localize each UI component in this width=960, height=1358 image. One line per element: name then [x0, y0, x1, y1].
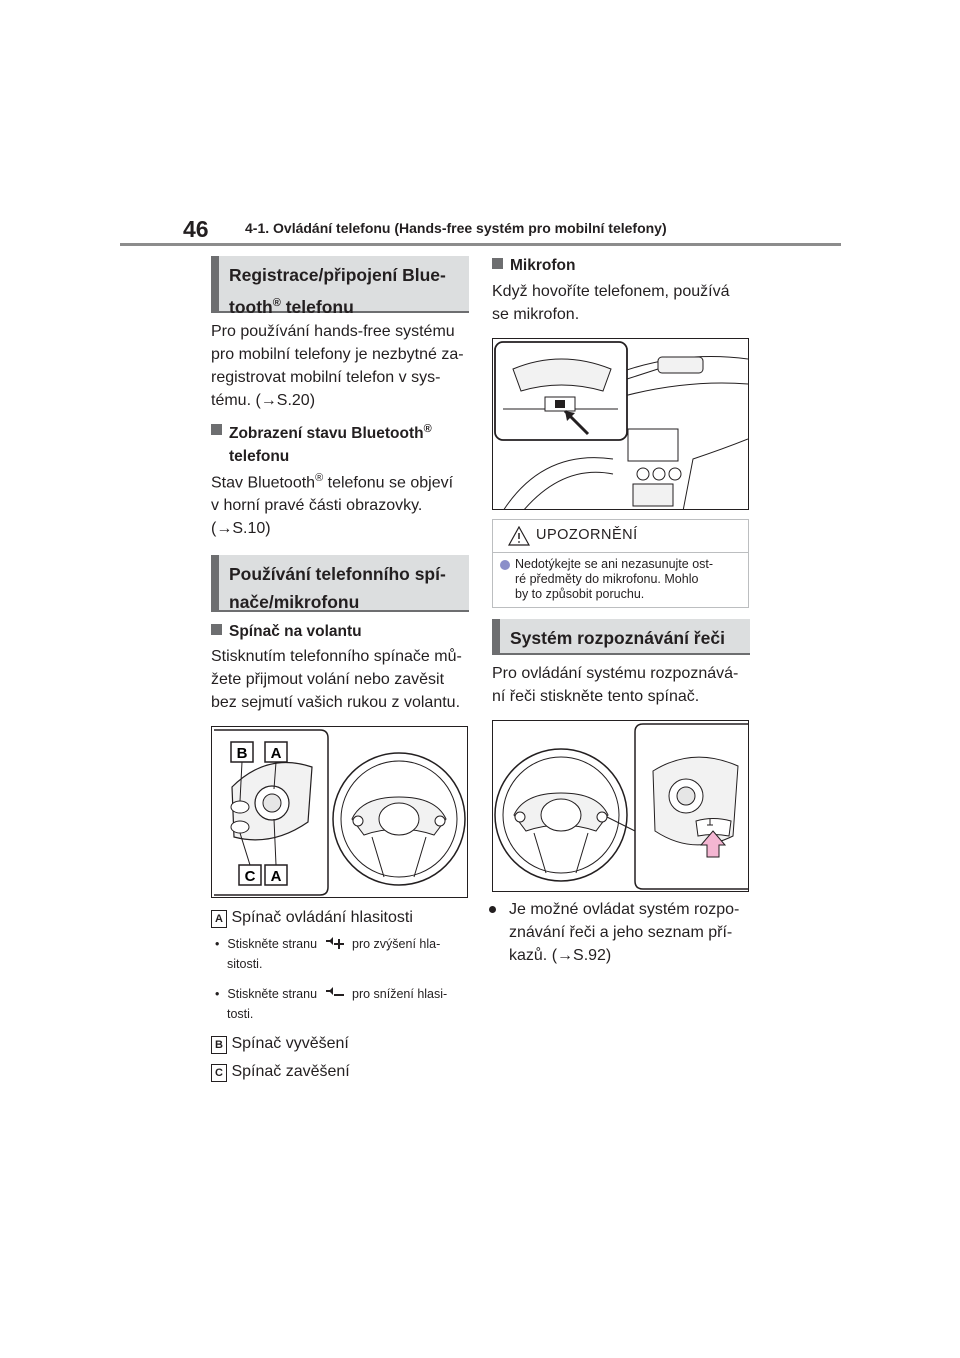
paragraph-line: v horní pravé části obrazovky. — [211, 497, 423, 515]
bullet-line: sitosti. — [227, 957, 263, 971]
paragraph-line: (→S.10) — [211, 520, 271, 538]
paragraph-line: registrovat mobilní telefon v sys- — [211, 369, 441, 386]
square-bullet-icon — [492, 258, 503, 269]
label-a-top: A — [270, 745, 282, 762]
paragraph-line: bez sejmutí vašich rukou z volantu. — [211, 694, 461, 711]
square-bullet-icon — [211, 424, 222, 435]
bullet-line: kazů. (→S.92) — [509, 947, 612, 964]
legend-c-label: Spínač zavěšení — [231, 1063, 350, 1080]
header-rule — [120, 243, 841, 246]
caution-bullet-icon — [500, 560, 510, 570]
paragraph-line: pro mobilní telefony je nezbytné za- — [211, 346, 464, 363]
bullet-icon — [489, 906, 496, 913]
heading-text: Spínač na volantu — [229, 623, 362, 640]
paragraph-line: žete přijmout volání nebo zavěsit — [211, 671, 445, 688]
paragraph-line: Pro používání hands-free systému — [211, 323, 455, 340]
caution-line: Nedotýkejte se ani nezasunujte ost- — [515, 557, 714, 571]
legend-b-label: Spínač vyvěšení — [231, 1035, 349, 1052]
registered-mark: ® — [272, 297, 281, 309]
label-a-tag: A — [211, 910, 227, 928]
bullet-symbol: • — [215, 987, 220, 1001]
text-fragment: Zobrazení stavu Bluetooth — [229, 425, 424, 443]
steering-switch-paragraph — [211, 645, 473, 714]
square-bullet-icon — [211, 624, 222, 635]
text-fragment: telefonu — [280, 296, 354, 317]
bullet-line: tosti. — [227, 1007, 254, 1021]
paragraph-line: Pro ovládání systému rozpoznává- — [492, 665, 739, 682]
caution-line: by to způsobit poruchu. — [515, 587, 645, 601]
bullet-line: Je možné ovládat systém rozpo- — [509, 901, 740, 918]
section-heading-switch-microphone — [211, 555, 469, 612]
legend-a — [211, 906, 413, 929]
voice-recognition-bullet — [509, 898, 754, 967]
label-b-tag: B — [211, 1036, 227, 1054]
registered-mark: ® — [315, 472, 324, 484]
section-heading-line: Systém rozpoznávání řeči — [510, 628, 725, 648]
text-fragment: Stav Bluetooth — [211, 474, 316, 492]
text-fragment: telefonu se objeví — [323, 474, 454, 492]
label-c: C — [244, 868, 256, 885]
microphone-location-figure — [492, 338, 749, 510]
caution-header — [493, 520, 748, 553]
paragraph-line — [211, 467, 473, 494]
steering-switch-heading — [211, 620, 362, 643]
legend-a-bullet-2 — [211, 984, 473, 1024]
voice-recognition-paragraph — [492, 662, 754, 708]
microphone-heading — [492, 254, 575, 277]
bullet-line — [211, 984, 473, 1004]
bullet-line: znávání řeči a jeho seznam pří- — [509, 924, 733, 941]
legend-c — [211, 1060, 350, 1083]
paragraph-line: ní řeči stiskněte tento spínač. — [492, 688, 700, 705]
heading-line — [229, 418, 469, 445]
bluetooth-status-heading — [229, 418, 469, 468]
warning-triangle-icon — [508, 526, 530, 546]
caution-title: UPOZORNĚNÍ — [536, 527, 638, 543]
bullet-line — [211, 934, 473, 954]
page-number: 46 — [183, 216, 209, 242]
bullet-symbol: • — [215, 937, 220, 951]
voice-switch-figure — [492, 720, 749, 892]
text-fragment: Stiskněte stranu — [227, 987, 318, 1001]
bluetooth-status-paragraph — [211, 467, 473, 540]
text-fragment: pro snížení hlasi- — [352, 987, 448, 1001]
voice-switch-illustration — [493, 721, 749, 892]
section-heading-line — [229, 289, 459, 321]
text-fragment: Stiskněte stranu — [227, 937, 318, 951]
text-fragment: pro zvýšení hla- — [352, 937, 441, 951]
volume-up-icon — [324, 936, 346, 950]
steering-wheel-illustration — [212, 727, 468, 898]
heading-line: telefonu — [229, 448, 290, 466]
microphone-paragraph — [492, 280, 754, 326]
registration-paragraph — [211, 320, 473, 412]
steering-wheel-switch-figure — [211, 726, 468, 898]
paragraph-line: se mikrofon. — [492, 306, 580, 323]
section-heading-line: Používání telefonního spí- — [229, 564, 446, 584]
registered-mark: ® — [423, 423, 432, 435]
caution-text — [493, 553, 748, 608]
chapter-title: 4-1. Ovládání telefonu (Hands-free systém pro mobilní telefony) — [245, 220, 667, 236]
label-b: B — [236, 745, 248, 762]
legend-a-bullet-1 — [211, 934, 473, 974]
heading-text: Mikrofon — [510, 257, 576, 274]
paragraph-line: Stisknutím telefonního spínače mů- — [211, 648, 462, 665]
volume-down-icon — [324, 986, 346, 1000]
legend-b — [211, 1032, 349, 1055]
paragraph-line: Když hovoříte telefonem, používá — [492, 283, 730, 300]
label-c-tag: C — [211, 1064, 227, 1082]
section-heading-bluetooth-registration — [211, 256, 469, 317]
label-a-bottom: A — [270, 868, 282, 885]
section-heading-line: nače/mikrofonu — [229, 592, 360, 612]
dashboard-illustration — [493, 339, 749, 510]
paragraph-line: tému. (→S.20) — [211, 392, 316, 409]
section-heading-line: Registrace/připojení Blue- — [229, 265, 446, 285]
legend-a-label: Spínač ovládání hlasitosti — [231, 909, 413, 926]
caution-box — [492, 519, 749, 608]
caution-line: ré předměty do mikrofonu. Mohlo — [515, 572, 699, 586]
text-fragment: tooth — [229, 296, 273, 317]
section-heading-voice-recognition — [492, 619, 750, 655]
